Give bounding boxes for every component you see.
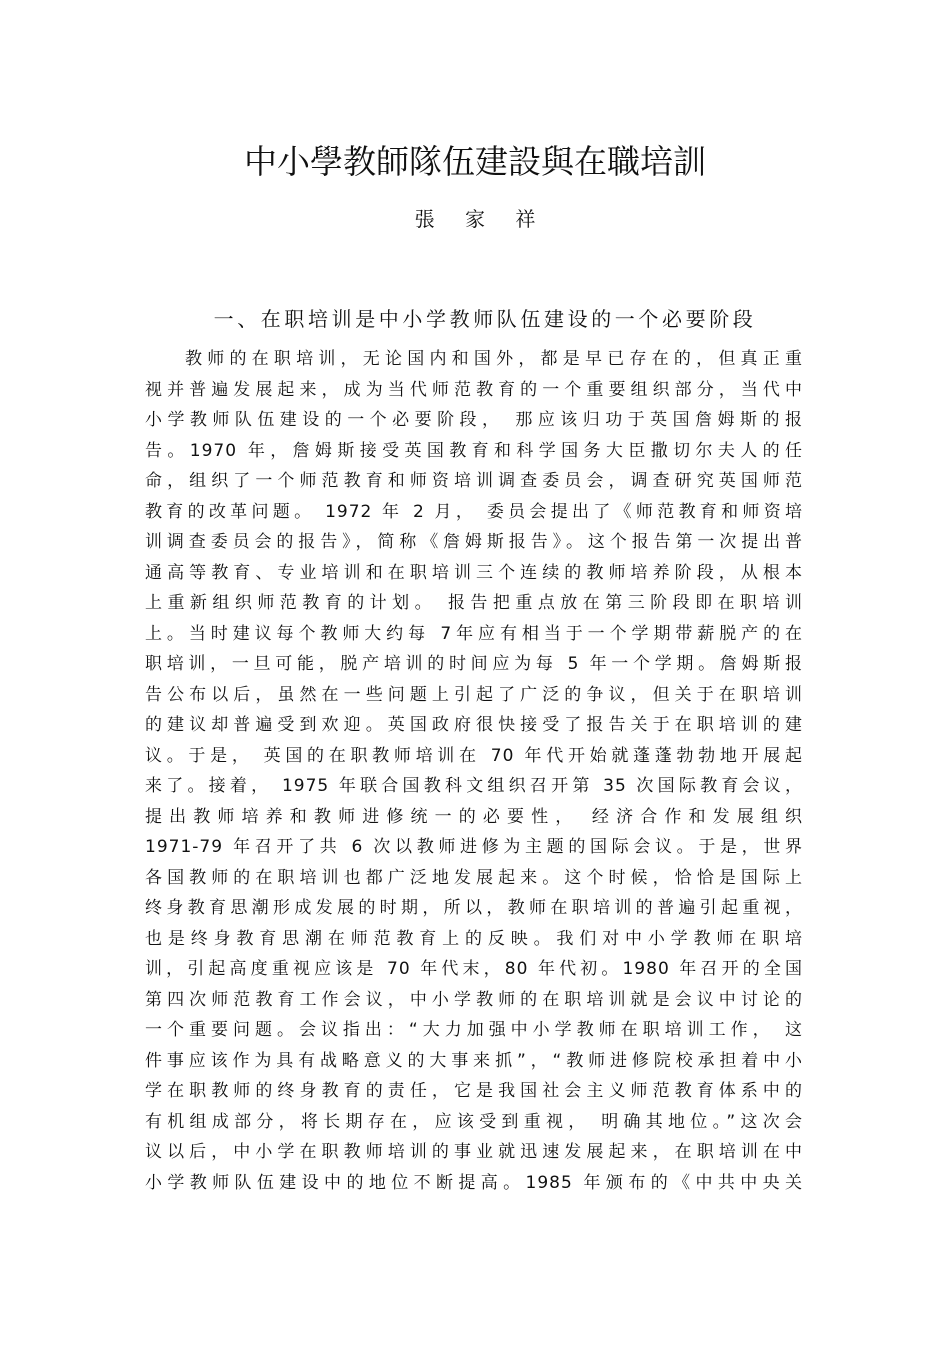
- body-line: 议以后，中小学在职教师培训的事业就迅速发展起来，在职培训在中: [145, 1142, 803, 1162]
- body-line: 有机组成部分，将长期存在，应该受到重视， 明确其地位。”这次会: [145, 1111, 803, 1132]
- body-line: 也是终身教育思潮在师范教育上的反映。我们对中小学教师在职培: [145, 928, 803, 949]
- body-line: 一个重要问题。会议指出：“大力加强中小学教师在职培训工作， 这: [145, 1020, 803, 1040]
- body-line: 的建议却普遍受到欢迎。英国政府很快接受了报告关于在职培训的建: [145, 715, 803, 735]
- body-line: 告。1970 年，詹姆斯接受英国教育和科学国务大臣撒切尔夫人的任: [145, 440, 803, 461]
- body-line: 训调查委员会的报告》，简称《詹姆斯报告》。这个报告第一次提出普: [145, 532, 803, 552]
- body-line: 命，组织了一个师范教育和师资培训调查委员会，调查研究英国师范: [145, 471, 803, 491]
- body-line: 第四次师范教育工作会议，中小学教师的在职培训就是会议中讨论的: [145, 989, 803, 1010]
- body-line: 议。于是， 英国的在职教师培训在 70 年代开始就蓬蓬勃勃地开展起: [145, 745, 803, 766]
- body-line: 上。当时建议每个教师大约每 7年应有相当于一个学期带薪脱产的在: [145, 623, 803, 644]
- body-line: 学在职教师的终身教育的责任，它是我国社会主义师范教育体系中的: [145, 1081, 803, 1101]
- body-line: 通高等教育、专业培训和在职培训三个连续的教师培养阶段，从根本: [145, 562, 803, 583]
- body-line: 职培训，一旦可能，脱产培训的时间应为每 5 年一个学期。詹姆斯报: [145, 654, 803, 674]
- body-line: 终身教育思潮形成发展的时期，所以，教师在职培训的普遍引起重视，: [145, 898, 803, 918]
- author-name: 張 家 祥: [414, 207, 548, 231]
- body-line: 提出教师培养和教师进修统一的必要性， 经济合作和发展组织: [145, 806, 803, 827]
- body-line: 小学教师队伍建设中的地位不断提高。1985 年颁布的《中共中央关: [145, 1172, 803, 1193]
- body-line: 小学教师队伍建设的一个必要阶段， 那应该归功于英国詹姆斯的报: [145, 410, 803, 430]
- body-line: 告公布以后，虽然在一些问题上引起了广泛的争议，但关于在职培训: [145, 684, 803, 705]
- body-line: 件事应该作为具有战略意义的大事来抓”，“教师进修院校承担着中小: [145, 1050, 803, 1071]
- body-line: 教育的改革问题。 1972 年 2 月， 委员会提出了《师范教育和师资培: [145, 501, 803, 522]
- body-line: 各国教师的在职培训也都广泛地发展起来。这个时候，恰恰是国际上: [145, 867, 803, 888]
- document-title: 中小學教師隊伍建設與在職培訓: [244, 142, 706, 181]
- body-text: [145, 344, 803, 1198]
- body-line: 来了。接着， 1975 年联合国教科文组织召开第 35 次国际教育会议，: [145, 776, 803, 796]
- body-line: 1971-79 年召开了共 6 次以教师进修为主题的国际会议。于是，世界: [145, 837, 803, 857]
- body-line: 教师的在职培训，无论国内和国外，都是早已存在的，但真正重: [185, 349, 803, 369]
- body-line: 训，引起高度重视应该是 70 年代末，80 年代初。1980 年召开的全国: [145, 959, 803, 979]
- body-line: 上重新组织师范教育的计划。 报告把重点放在第三阶段即在职培训: [145, 593, 803, 613]
- section-heading: 一、在职培训是中小学教师队伍建设的一个必要阶段: [213, 307, 757, 331]
- body-line: 视并普遍发展起来，成为当代师范教育的一个重要组织部分，当代中: [145, 379, 803, 400]
